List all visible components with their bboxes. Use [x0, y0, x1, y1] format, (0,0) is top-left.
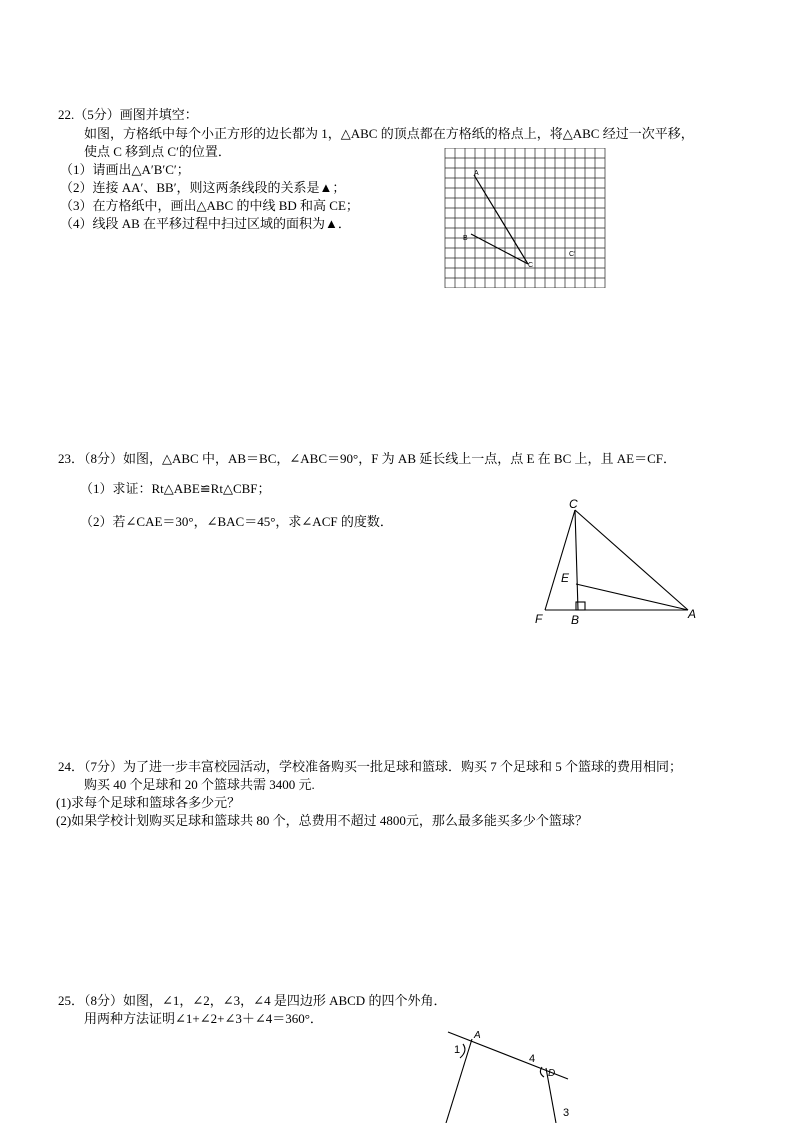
q22-title: 22.（5分）画图并填空：	[58, 107, 198, 122]
q25-line2: 用两种方法证明∠1+∠2+∠3＋∠4＝360°．	[84, 1011, 323, 1026]
segment-ac	[474, 175, 528, 264]
label-b: B	[571, 613, 580, 627]
label-a: A	[474, 170, 479, 177]
label-3: 3	[563, 1107, 570, 1119]
q22-intro-line2: 使点 C 移到点 C′的位置．	[84, 144, 231, 159]
label-f: F	[535, 612, 543, 626]
q22-part4: （4）线段 AB 在平移过程中扫过区域的面积为▲．	[60, 216, 351, 231]
label-a: A	[474, 1030, 481, 1041]
q22-part1: （1）请画出△A′B′C′；	[60, 162, 190, 177]
q25-title: 25．（8分）如图，∠1，∠2，∠3，∠4 是四边形 ABCD 的四个外角．	[58, 993, 447, 1008]
label-a: A	[688, 607, 697, 621]
q24-part2: (2)如果学校计划购买足球和篮球共 80 个，总费用不超过 4800元，那么最多能买多少个篮球？	[56, 813, 588, 828]
q23-part1: （1）求证：Rt△ABE≌Rt△CBF；	[80, 481, 271, 496]
q23-title: 23．（8分）如图，△ABC 中，AB＝BC，∠ABC＝90°，F 为 AB 延长线上一点，点 E 在 BC 上，且 AE＝CF．	[58, 451, 677, 466]
label-b: B	[463, 235, 468, 242]
q23-part2: （2）若∠CAE＝30°，∠BAC＝45°，求∠ACF 的度数．	[80, 514, 393, 529]
label-1: 1	[454, 1044, 461, 1056]
q24-title: 24．（7分）为了进一步丰富校园活动，学校准备购买一批足球和篮球．购买 7 个足球和 5 个篮球的费用相同；	[58, 759, 683, 774]
q24-part1: (1)求每个足球和篮球各多少元？	[56, 795, 241, 810]
q22-grid-figure	[444, 148, 606, 288]
grid-lines	[445, 148, 605, 288]
q24-line2: 购买 40 个足球和 20 个篮球共需 3400 元.	[84, 777, 315, 792]
label-c: C	[569, 497, 578, 511]
q23-triangle-figure	[530, 492, 705, 628]
q22-intro-line1: 如图，方格纸中每个小正方形的边长都为 1，△ABC 的顶点都在方格纸的格点上，将△ABC 经过一次平移，	[84, 126, 694, 141]
q25-quadrilateral-figure	[438, 1026, 588, 1123]
label-e: E	[561, 571, 570, 585]
label-c: C	[528, 262, 534, 269]
label-d: D	[548, 1068, 556, 1079]
q22-part3: （3）在方格纸中，画出△ABC 的中线 BD 和高 CE；	[60, 198, 359, 213]
label-4: 4	[529, 1053, 536, 1065]
q22-part2: （2）连接 AA′、BB′，则这两条线段的关系是▲；	[60, 180, 346, 195]
label-c-prime: C′	[569, 251, 576, 258]
